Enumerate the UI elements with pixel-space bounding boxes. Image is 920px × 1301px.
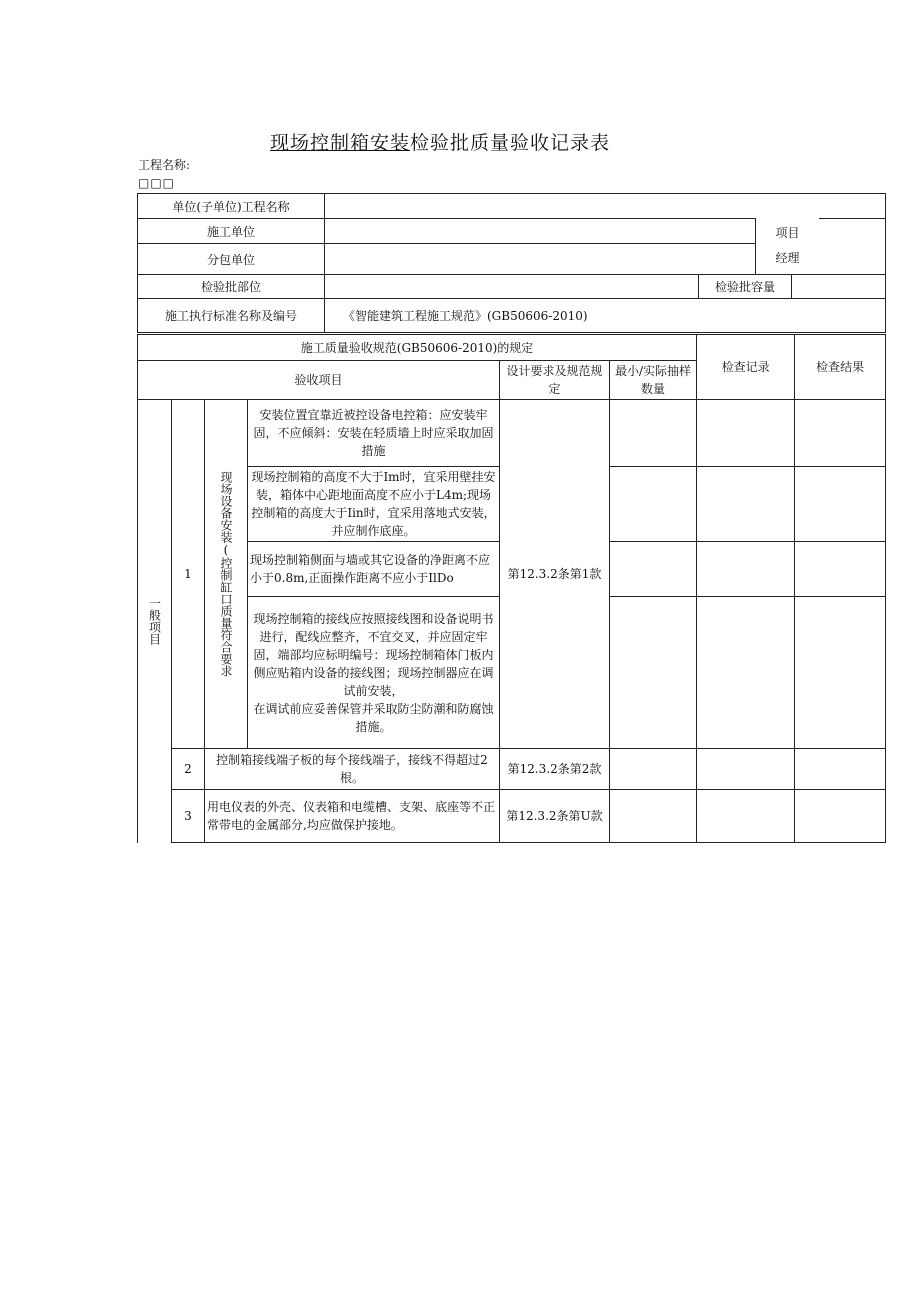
unit-project-value[interactable]	[325, 194, 886, 219]
table-header-row-1	[138, 335, 886, 361]
item2-no: 2	[172, 749, 205, 790]
header-row-batch	[138, 275, 886, 299]
item3-no: 3	[172, 790, 205, 843]
item2-record[interactable]	[697, 749, 795, 790]
item1-sub-3-sampling[interactable]	[610, 542, 697, 597]
batch-capacity-value[interactable]	[792, 275, 886, 299]
item-header: 验收项目	[138, 361, 500, 400]
item1-sub-5: 在调试前应妥善保管并采取防尘防潮和防腐蚀措施。	[253, 701, 494, 734]
item1-sub-3: 现场控制箱侧面与墙或其它设备的净距离不应小于0.8m,正面操作距离不应小于IlDo	[248, 542, 500, 597]
item3-record[interactable]	[697, 790, 795, 843]
subcontract-unit-value[interactable]	[325, 244, 792, 275]
spec-header: 施工质量验收规范(GB50606-2010)的规定	[138, 335, 697, 361]
result-header: 检查结果	[795, 335, 886, 400]
record-header: 检查记录	[697, 335, 795, 400]
item1-sub-4-sampling[interactable]	[610, 597, 697, 749]
project-manager-label	[755, 218, 819, 274]
project-name-value: □□□	[138, 176, 176, 190]
item1-sub-2-result[interactable]	[795, 467, 886, 542]
unit-project-label: 单位(子单位)工程名称	[138, 194, 325, 219]
item1-sub-2-sampling[interactable]	[610, 467, 697, 542]
batch-location-value[interactable]	[325, 275, 699, 299]
item1-sub-3-result[interactable]	[795, 542, 886, 597]
category-label: 一般项目	[147, 597, 162, 646]
batch-capacity-label: 检验批容量	[699, 275, 792, 299]
item1-sub-1-result[interactable]	[795, 400, 886, 467]
design-header: 设计要求及规范规定	[500, 361, 610, 400]
item1-no: 1	[172, 400, 205, 749]
table-row	[138, 749, 886, 790]
project-name-label: 工程名称:	[138, 158, 191, 172]
table-row	[138, 790, 886, 843]
item2-clause: 第12.3.2条第2款	[500, 749, 610, 790]
item3-text: 用电仪表的外壳、仪表箱和电缆槽、支架、底座等不正常带电的金属部分,均应做保护接地。	[205, 790, 500, 843]
item1-title: 现场设备安装(控制缸口质量符合要求	[219, 471, 233, 677]
item2-result[interactable]	[795, 749, 886, 790]
item1-sub-1-sampling[interactable]	[610, 400, 697, 467]
item1-sub-4-cell	[248, 597, 500, 749]
item1-sub-2: 现场控制箱的高度不大于Im时，宜采用壁挂安装，箱体中心距地面高度不应小于L4m;现场控制箱的高度大于Iin时，宜采用落地式安装，并应制作底座。	[248, 467, 500, 542]
header-row-unit	[138, 194, 886, 219]
header-row-standard	[138, 299, 886, 333]
item1-sub-1-record[interactable]	[697, 400, 795, 467]
item3-sampling[interactable]	[610, 790, 697, 843]
item1-title-cell	[205, 400, 248, 749]
inspection-table	[137, 334, 886, 843]
item1-clause: 第12.3.2条第1款	[500, 400, 610, 749]
item1-sub-4-result[interactable]	[795, 597, 886, 749]
item2-text: 控制箱接线端子板的每个接线端子，接线不得超过2根。	[205, 749, 500, 790]
item1-sub-2-record[interactable]	[697, 467, 795, 542]
batch-location-label: 检验批部位	[138, 275, 325, 299]
page-title	[0, 128, 880, 155]
title-part1: 现场控制箱安装	[269, 132, 410, 154]
project-manager-label-1: 项目	[775, 226, 800, 240]
item2-sampling[interactable]	[610, 749, 697, 790]
item1-sub-4-record[interactable]	[697, 597, 795, 749]
project-manager-label-2: 经理	[775, 251, 800, 265]
table-row	[138, 400, 886, 467]
title-part2: 检验批质量验收记录表	[410, 132, 611, 154]
sampling-header: 最小/实际抽样数量	[610, 361, 697, 400]
item1-sub-3-record[interactable]	[697, 542, 795, 597]
category-cell	[138, 400, 172, 843]
standard-value: 《智能建筑工程施工规范》(GB50606-2010)	[325, 299, 886, 333]
standard-label: 施工执行标准名称及编号	[138, 299, 325, 333]
subcontract-unit-label: 分包单位	[138, 244, 325, 275]
item1-sub-4: 现场控制箱的接线应按照接线图和设备说明书进行，配线应整齐，不宜交叉，并应固定牢固，端部均应标明编号：现场控制箱体门板内侧应贴箱内设备的接线图；现场控制器应在调试前安装，	[253, 611, 494, 698]
item3-result[interactable]	[795, 790, 886, 843]
item1-sub-1: 安装位置宜靠近被控设备电控箱：应安装牢固，不应倾斜：安装在轻质墙上时应采取加固措施	[248, 400, 500, 467]
item3-clause: 第12.3.2条第U款	[500, 790, 610, 843]
construction-unit-value[interactable]	[325, 219, 792, 244]
construction-unit-label: 施工单位	[138, 219, 325, 244]
